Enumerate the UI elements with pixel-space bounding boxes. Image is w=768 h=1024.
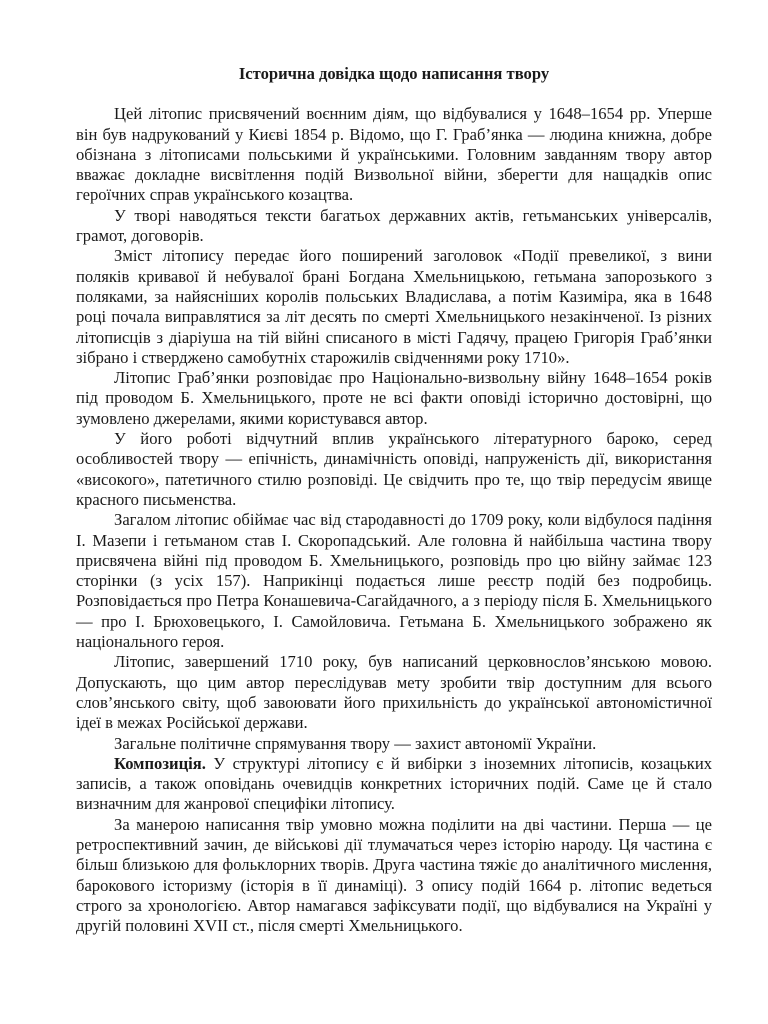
document-page <box>76 64 712 936</box>
paragraph-political: Загальне політичне спрямування твору — захист автономії України. <box>114 733 597 753</box>
composition-text: У структурі літопису є й вибірки з іноземних літописів, козацьких записів, а також оповідань очевидців конкретних історичних подій. Саме це й стало визначним для жанрової специфіки літопису. <box>76 753 712 814</box>
paragraph-structure: За манерою написання твір умовно можна поділити на дві частини. Перша — це ретроспективний зачин, де військові дії тлумачаться через історію народу. Ця частина є більш близькою для фольклорних творів. Друга частина тяжіє до аналітичного мислення, барокового історизму (історія в її динаміці). З опису подій 1664 р. літопис ведеться строго за хронологією. Автор намагався зафіксувати події, що відбувалися на Україні у другій половині XVII ст., після смерті Хмельницького. <box>76 814 712 936</box>
paragraph-content-title: Зміст літопису передає його поширений заголовок «Події превеликої, з вини поляків кривавої й небувалої брані Богдана Хмельницькою, гетьмана запорозького з поляками, за найясніших королів польських Владислава, а потім Казиміра, яка в 1648 році почала виправлятися за літ десять по смерті Хмельницького незакінченої. Із різних літописців з діаріуша на тій війні списаного в місті Гадячу, працею Григорія Граб’янки зібрано і стверджено самобутніх старожилів свідченнями року 1710». <box>76 246 712 367</box>
document-title: Історична довідка щодо написання твору <box>238 64 550 83</box>
paragraph-baroque: У його роботі відчутний вплив українського літературного бароко, серед особливостей твору — епічність, динамічність оповіді, напруженість дії, використання «високого», патетичного стилю розповіді. Це свідчить про те, що твір передусім явище красного письменства. <box>76 429 712 509</box>
composition-label: Композиція. <box>114 753 206 773</box>
paragraph-language: Літопис, завершений 1710 року, був написаний церковнослов’янською мовою. Допускають, що цим автор переслідував мету зробити твір доступним для всього слов’янського світу, щоб завоювати його прихильність до української автономістичної ідеї в межах Російської держави. <box>76 652 712 733</box>
paragraph-composition <box>76 754 712 815</box>
paragraph-acts: У творі наводяться тексти багатьох державних актів, гетьманських універсалів, грамот, договорів. <box>76 205 712 246</box>
paragraph-intro: Цей літопис присвячений воєнним діям, що відбувалися у 1648–1654 рр. Уперше він був надрукований у Києві 1854 р. Відомо, що Г. Граб’янка — людина книжна, добре обізнана з літописами польськими й українськими. Головним завданням твору автор вважає докладне висвітлення подій Визвольної війни, зберегти для нащадків опис героїчних справ українського козацтва. <box>76 104 712 205</box>
paragraph-timeline: Загалом літопис обіймає час від стародавності до 1709 року, коли відбулося падіння І. Мазепи і гетьманом став І. Скоропадський. Але головна й найбільша частина твору присвячена війні під проводом Б. Хмельницького, розповідь про цю війну займає 123 сторінки (з усіх 157). Наприкінці подається лише реєстр подій без подробиць. Розповідається про Петра Конашевича-Сагайдачного, а з періоду після Б. Хмельницького — про І. Брюховецького, І. Самойловича. Гетьмана Б. Хмельницького зображено як національного героя. <box>76 510 712 652</box>
title-spacer <box>76 84 712 104</box>
paragraph-national-war: Літопис Граб’янки розповідає про Національно-визвольну війну 1648–1654 років під проводом Б. Хмельницького, проте не всі факти оповіді історично достовірні, що зумовлено джерелами, якими користувався автор. <box>76 368 712 428</box>
